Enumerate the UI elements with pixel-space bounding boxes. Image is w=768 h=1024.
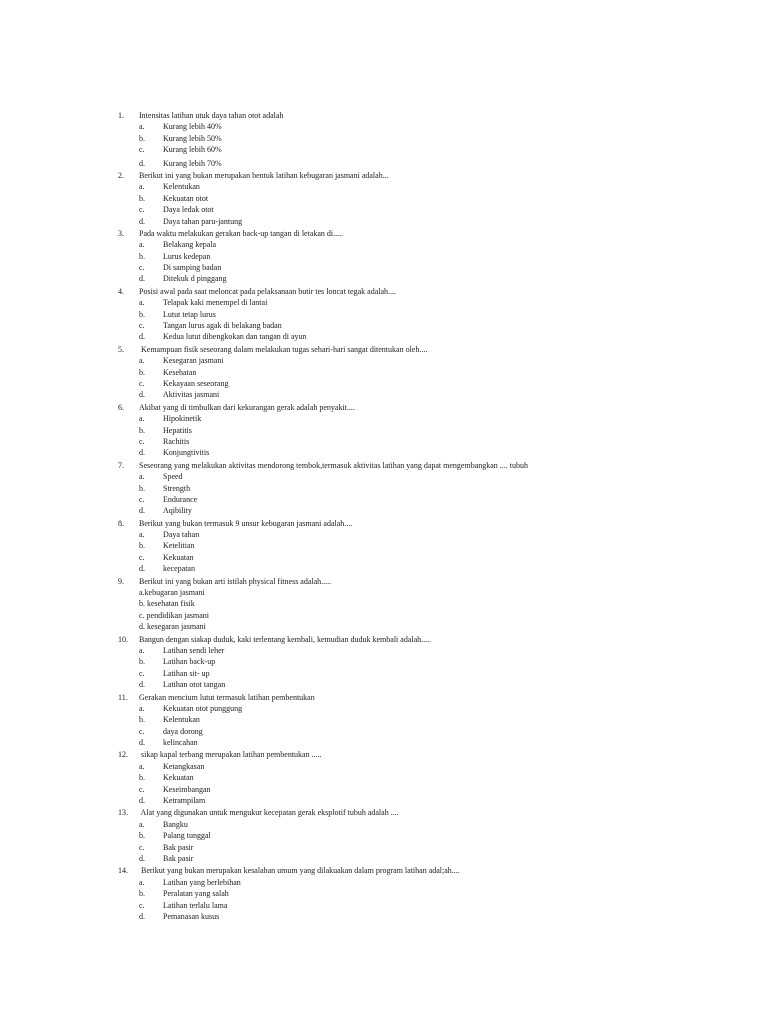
option-2 [118,193,718,204]
option-text: Kurang lebih 70% [163,158,222,168]
option-text: Keseimbangan [163,784,211,794]
question-9 [118,576,718,633]
question-number: 14. [118,866,128,876]
option-letter: d. [139,738,145,748]
option-letter: b. [139,715,145,725]
option-2 [118,309,718,320]
question-7 [118,460,718,517]
option-text: Daya tahan paru-jantung [163,216,243,226]
option-text: Latihan otot tangan [163,680,226,690]
question-header [118,460,718,471]
question-10 [118,634,718,691]
option-text: Kelentukan [163,182,200,192]
option-letter: c. [139,726,145,736]
question-header [118,110,718,121]
option-1 [118,587,718,598]
option-text: Ditekuk d pinggang [163,274,227,284]
option-letter: c. [139,552,145,562]
option-letter: d. [139,564,145,574]
option-text: Daya tahan [163,530,200,540]
question-header [118,518,718,529]
question-text: Berikut yang bukan merupakan kesalahan umum yang dilakuakan dalam program latihan adal;ah.... [139,866,460,876]
option-letter: d. [139,216,145,226]
option-text: Kedua lutut dibengkokan dan tangan di ayun [163,332,307,342]
option-4 [118,621,718,632]
option-4 [118,795,718,806]
option-2 [118,830,718,841]
option-letter: b. [139,483,145,493]
option-letter: a. [139,472,145,482]
option-letter: b. [139,773,145,783]
option-text: Lutut tetap lurus [163,309,216,319]
question-5 [118,344,718,401]
question-list [118,110,718,922]
option-1 [118,297,718,308]
option-letter: c. [139,900,145,910]
question-text: Posisi awal pada saat meloncat pada pelaksanaan butir tes loncat tegak adalah.... [139,286,397,296]
option-letter: a. [139,356,145,366]
option-letter: d. [139,911,145,921]
question-text: Gerakan mencium lutut termasuk latihan pembentukan [139,692,315,702]
option-letter: d. [139,332,145,342]
question-text: Berikut ini yang bukan merupakan bentuk latihan kebugaran jasmani adalah... [139,170,389,180]
option-text: Kurang lebih 40% [163,122,222,132]
option-text: Bangku [163,819,188,829]
option-letter: c. [139,205,145,215]
option-letter: b. [139,425,145,435]
option-letter: a. [139,877,145,887]
option-text: Kurang lebih 50% [163,133,222,143]
question-1 [118,110,718,169]
option-2 [118,714,718,725]
option-letter: a. [139,530,145,540]
option-letter: a. [139,298,145,308]
question-text: Berikut yang bukan termasuk 9 unsur kebugaran jasmani adalah.... [139,518,353,528]
option-text: Hepatitis [163,425,192,435]
option-text: Kekuatan otot [163,193,209,203]
question-header [118,692,718,703]
question-number: 12. [118,750,128,760]
option-text: Bak pasir [163,842,194,852]
option-text: Endurance [163,494,198,504]
option-3 [118,842,718,853]
option-letter: c. [139,494,145,504]
option-1 [118,471,718,482]
option-text: Belakang kepala [163,240,217,250]
option-text: Ketelitian [163,541,195,551]
option-text: Strength [163,483,191,493]
option-letter: a. [139,240,145,250]
option-text: Kelentukan [163,715,200,725]
question-text: Intensitas latihan utuk daya tahan otot adalah [139,111,284,120]
option-4 [118,389,718,400]
question-header [118,865,718,876]
question-text: Akibat yang di timbulkan dari kekurangan gerak adalah penyakit.... [139,402,355,412]
question-number: 9. [118,576,124,586]
option-4 [118,158,718,169]
option-3 [118,144,718,155]
option-letter: a. [139,122,145,132]
option-text: Speed [163,472,183,482]
option-2 [118,483,718,494]
question-header [118,344,718,355]
option-text: Ketrampilam [163,796,206,806]
option-text: d. kesegaran jasmani [139,622,206,632]
option-letter: b. [139,133,145,143]
question-header [118,807,718,818]
option-letter: b. [139,251,145,261]
option-text: Kesehatan [163,367,197,377]
option-4 [118,273,718,284]
option-letter: b. [139,541,145,551]
option-2 [118,133,718,144]
question-number: 2. [118,170,124,180]
option-3 [118,204,718,215]
option-text: Pemanasan kusus [163,911,220,921]
option-3 [118,494,718,505]
option-text: Ketangkasan [163,761,205,771]
option-text: Kekuatan [163,552,194,562]
option-letter: a. [139,645,145,655]
option-text: Lurus kedepan [163,251,211,261]
option-text: Telapak kaki menempel di lantai [163,298,268,308]
option-letter: b. [139,193,145,203]
option-2 [118,367,718,378]
option-letter: d. [139,796,145,806]
question-6 [118,402,718,459]
question-8 [118,518,718,575]
option-letter: c. [139,263,145,273]
option-1 [118,181,718,192]
option-1 [118,761,718,772]
option-letter: c. [139,145,145,155]
question-text: Bangun dengan siakap duduk, kaki terlentang kembali, kemudian duduk kembali adalah..... [139,634,432,644]
option-3 [118,262,718,273]
option-text: Latihan sendi leher [163,645,225,655]
option-1 [118,121,718,132]
question-text: Alat yang digunakan untuk mengukur kecepatan gerak eksplotif tubuh adalah .... [139,808,399,818]
option-letter: d. [139,390,145,400]
option-3 [118,900,718,911]
option-letter: a. [139,182,145,192]
option-3 [118,320,718,331]
option-2 [118,772,718,783]
option-text: kecepatan [163,564,195,574]
option-letter: b. [139,831,145,841]
option-3 [118,436,718,447]
question-header [118,576,718,587]
option-letter: c. [139,784,145,794]
option-letter: b. [139,889,145,899]
question-number: 3. [118,228,124,238]
option-4 [118,447,718,458]
option-text: Aqibility [163,506,192,516]
option-text: Peralatan yang salah [163,889,229,899]
question-header [118,749,718,760]
option-3 [118,378,718,389]
option-letter: a. [139,703,145,713]
question-number: 8. [118,518,124,528]
option-letter: d. [139,158,145,168]
question-header [118,170,718,181]
option-letter: b. [139,657,145,667]
option-letter: a. [139,761,145,771]
question-header [118,402,718,413]
option-4 [118,737,718,748]
question-text: Pada waktu melakukan gerakan back-up tangan di letakan di..... [139,228,344,238]
option-letter: c. [139,668,145,678]
option-text: b. kesehatan fisik [139,599,195,609]
question-text: sikap kapal terbang merupakan latihan pembentukan ..... [139,750,322,760]
option-text: Bak pasir [163,854,194,863]
option-3 [118,610,718,621]
question-2 [118,170,718,227]
option-2 [118,656,718,667]
question-number: 11. [118,692,128,702]
option-text: Di samping badan [163,263,222,273]
option-letter: a. [139,414,145,424]
option-letter: b. [139,309,145,319]
question-3 [118,228,718,285]
option-letter: d. [139,506,145,516]
option-text: Latihan back-up [163,657,216,667]
option-4 [118,911,718,922]
option-text: daya dorong [163,726,203,736]
option-text: c. pendidikan jasmani [139,610,209,620]
question-text: Kemampuan fisik seseorang dalam melakukan tugas sehari-hari sangat ditentukan oleh.... [139,344,428,354]
option-text: Kekuatan [163,773,194,783]
option-letter: c. [139,842,145,852]
option-text: Daya ledak otot [163,205,214,215]
option-text: Konjungtivitis [163,448,210,458]
option-letter: c. [139,321,145,331]
option-4 [118,505,718,516]
option-text: Kekayaan seseorang [163,378,229,388]
option-2 [118,888,718,899]
question-14 [118,865,718,922]
option-text: Latihan terlalu lama [163,900,228,910]
option-letter: a. [139,819,145,829]
option-text: Kekuatan otot punggung [163,703,243,713]
option-3 [118,552,718,563]
question-number: 1. [118,111,124,120]
option-text: Latihan sit- up [163,668,210,678]
option-4 [118,216,718,227]
option-4 [118,331,718,342]
question-number: 10. [118,634,128,644]
question-text: Seseorang yang melakukan aktivitas mendorong tembok,termasuk aktivitas latihan yang dapat mengembangkan .... tubuh [139,460,529,470]
option-1 [118,703,718,714]
option-letter: c. [139,436,145,446]
option-letter: b. [139,367,145,377]
option-2 [118,598,718,609]
option-text: Aktivitas jasmani [163,390,220,400]
option-text: Kesegaran jasmani [163,356,224,366]
option-text: Tangan lurus agak di belakang badan [163,321,282,331]
option-4 [118,563,718,574]
option-2 [118,251,718,262]
question-number: 6. [118,402,124,412]
option-1 [118,877,718,888]
question-12 [118,749,718,806]
option-text: Hipokinetik [163,414,202,424]
question-number: 5. [118,344,124,354]
option-text: Latihan yang berlebihan [163,877,241,887]
option-letter: d. [139,680,145,690]
option-3 [118,784,718,795]
question-header [118,634,718,645]
option-4 [118,679,718,690]
option-4 [118,853,718,864]
question-4 [118,286,718,343]
question-number: 7. [118,460,124,470]
question-11 [118,692,718,749]
option-1 [118,529,718,540]
option-letter: d. [139,274,145,284]
option-1 [118,819,718,830]
option-1 [118,239,718,250]
question-header [118,228,718,239]
option-3 [118,668,718,679]
option-text: Rachitis [163,436,190,446]
option-text: Palang tunggal [163,831,211,841]
option-1 [118,413,718,424]
question-text: Berikut ini yang bukan arti istilah physical fitness adalah..... [139,576,332,586]
option-2 [118,425,718,436]
option-3 [118,726,718,737]
option-1 [118,355,718,366]
option-text: a.kebugaran jasmani [139,588,205,598]
option-letter: d. [139,448,145,458]
question-number: 4. [118,286,124,296]
option-text: kelincahan [163,738,198,748]
option-letter: c. [139,378,145,388]
option-letter: d. [139,854,145,863]
option-2 [118,540,718,551]
question-number: 13. [118,808,128,818]
option-1 [118,645,718,656]
option-text: Kurang lebih 60% [163,145,222,155]
question-13 [118,807,718,864]
question-header [118,286,718,297]
